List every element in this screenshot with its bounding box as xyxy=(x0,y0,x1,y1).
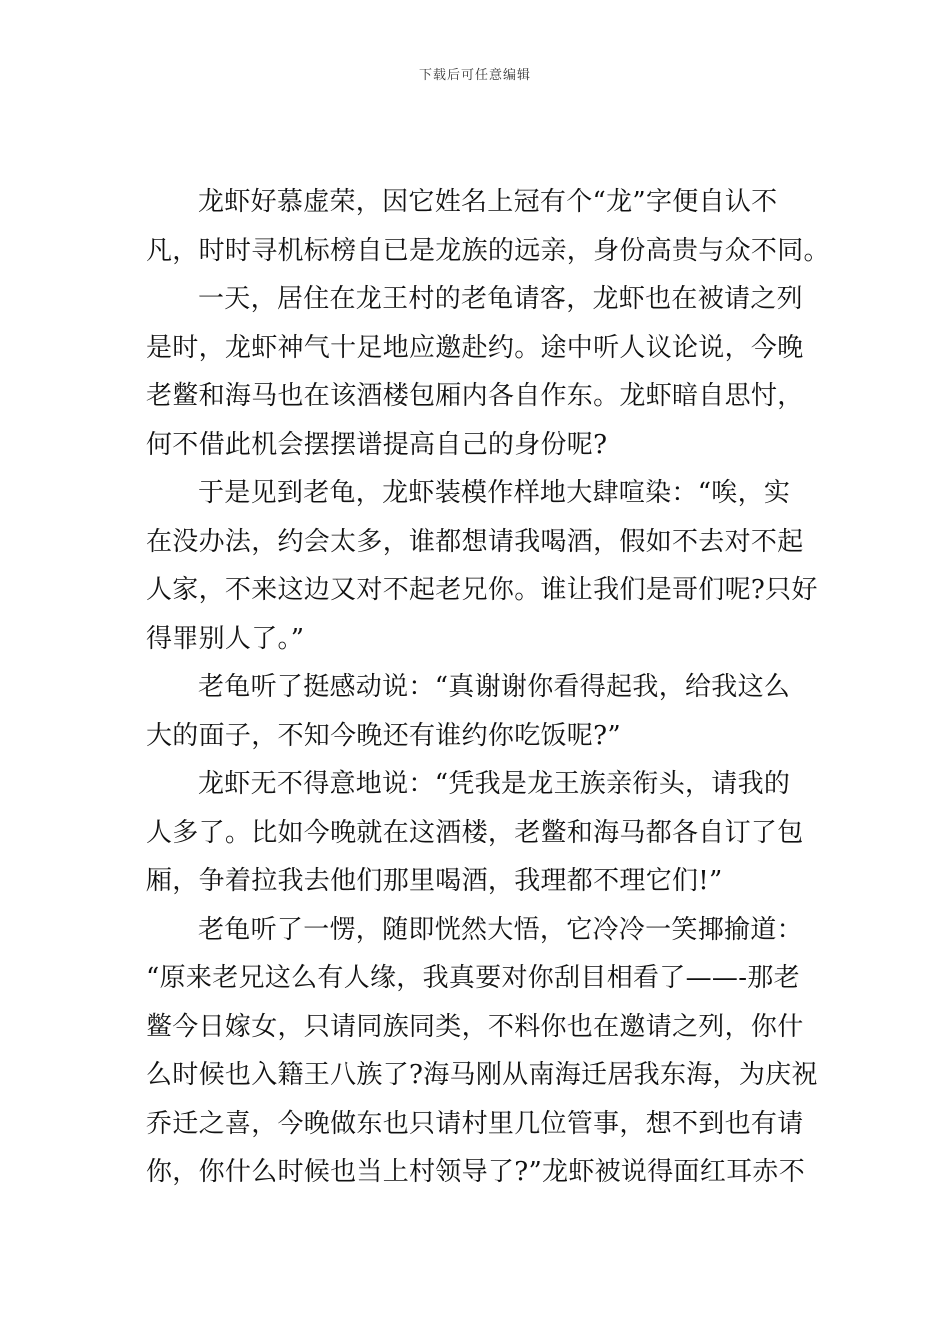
text-line: 凡，时时寻机标榜自已是龙族的远亲，身份高贵与众不同。 xyxy=(146,235,830,266)
text-line: 厢，争着拉我去他们那里喝酒，我理都不理它们!” xyxy=(146,866,723,896)
text-line: 龙虾无不得意地说：“凭我是龙王族亲衔头，请我的 xyxy=(198,769,791,799)
text-line: 么时候也入籍王八族了?海马刚从南海迁居我东海，为庆祝 xyxy=(146,1060,818,1090)
text-line: 老龟听了挺感动说：“真谢谢你看得起我，给我这么 xyxy=(198,672,791,702)
text-line: 大的面子，不知今晚还有谁约你吃饭呢?” xyxy=(146,720,621,751)
text-line: 龙虾好慕虚荣，因它姓名上冠有个“龙”字便自认不 xyxy=(198,187,778,217)
text-line: 得罪别人了。” xyxy=(146,623,305,654)
text-line: 人家，不来这边又对不起老兄你。谁让我们是哥们呢?只好 xyxy=(146,575,818,605)
page-header-note: 下载后可任意编辑 xyxy=(418,68,531,83)
document-body xyxy=(146,178,830,1197)
text-line: 何不借此机会摆摆谱提高自己的身份呢? xyxy=(146,429,608,460)
text-line: “原来老兄这么有人缘，我真要对你刮目相看了——-那老 xyxy=(146,963,800,993)
text-line: 是时，龙虾神气十足地应邀赴约。途中听人议论说，今晚 xyxy=(146,332,804,363)
text-line: 老龟听了一愣，随即恍然大悟，它冷冷一笑揶揄道： xyxy=(198,914,803,945)
text-line: 乔迁之喜，今晚做东也只请村里几位管事，想不到也有请 xyxy=(146,1108,804,1139)
text-line: 于是见到老龟，龙虾装模作样地大肆喧染：“唉，实 xyxy=(198,478,791,508)
text-line: 鳖今日嫁女，只请同族同类，不料你也在邀请之列，你什 xyxy=(146,1011,804,1042)
text-line: 老鳖和海马也在该酒楼包厢内各自作东。龙虾暗自思忖， xyxy=(146,381,804,411)
text-line: 在没办法，约会太多，谁都想请我喝酒，假如不去对不起 xyxy=(146,526,804,557)
text-line: 你，你什么时候也当上村领导了?”龙虾被说得面红耳赤不 xyxy=(146,1157,806,1187)
text-line: 一天，居住在龙王村的老龟请客，龙虾也在被请之列 xyxy=(198,284,803,314)
text-line: 人多了。比如今晚就在这酒楼，老鳖和海马都各自订了包 xyxy=(146,817,804,848)
